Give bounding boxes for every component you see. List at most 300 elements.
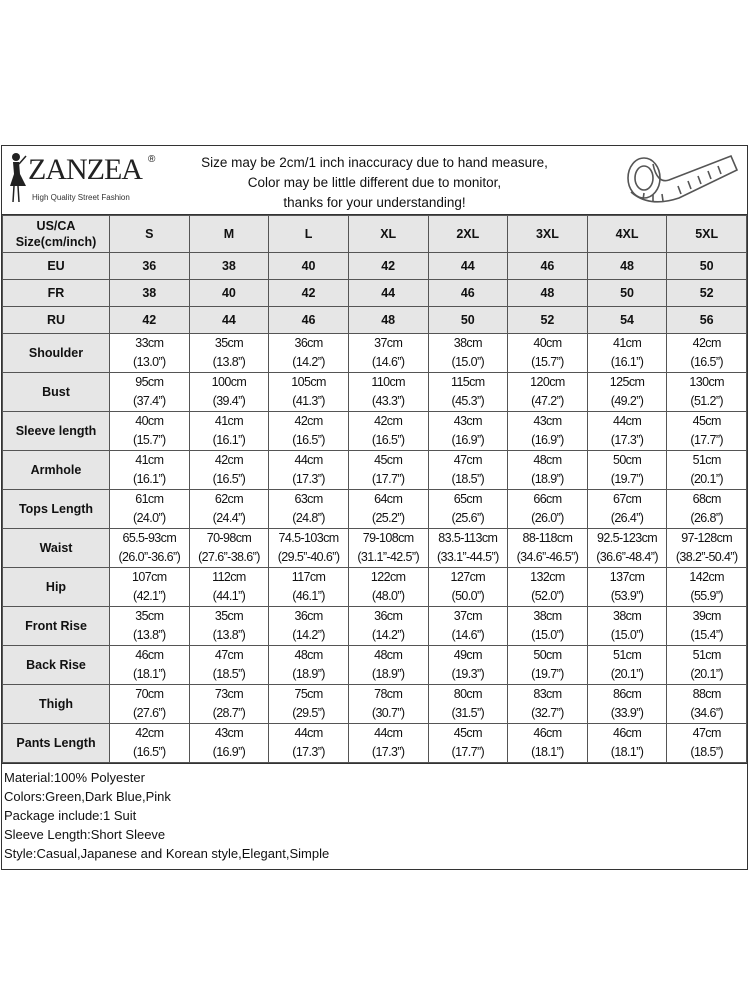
table-cell: 46 [428,280,508,307]
inch-value: (26.0”-36.6”) [118,550,181,564]
cm-value: 120cm [530,375,565,389]
cm-value: 105cm [291,375,326,389]
inch-value: (16.5”) [371,433,405,447]
table-cell: 40 [189,280,269,307]
inch-value: (33.1”-44.5”) [436,550,499,564]
cm-value: 117cm [291,570,326,584]
table-cell [587,646,667,685]
cm-value: 46cm [533,726,562,740]
table-cell [587,451,667,490]
cm-value: 115cm [451,375,485,389]
inch-value: (43.3”) [371,394,405,408]
table-cell [667,724,747,763]
inch-value: (20.1”) [690,667,723,681]
table-cell [269,685,349,724]
inch-value: (15.0”) [531,628,564,642]
table-cell [667,334,747,373]
table-cell [508,685,588,724]
inch-value: (18.5”) [451,472,485,486]
cm-value: 97-128cm [681,531,733,545]
table-cell [189,490,269,529]
cm-value: 51cm [612,648,642,662]
notice-line: thanks for your understanding! [283,195,466,210]
table-cell [110,334,190,373]
table-cell [667,607,747,646]
inch-value: (41.3”) [292,394,325,408]
measurement-row [3,451,747,490]
table-cell [587,568,667,607]
chart-header [2,146,747,215]
table-cell [189,334,269,373]
inch-value: (24.4”) [212,511,246,525]
inch-value: (30.7”) [371,706,405,720]
cm-value: 42cm [294,414,323,428]
cm-value: 41cm [135,453,164,467]
cm-value: 88-118cm [522,531,573,545]
inch-value: (17.7”) [371,472,405,486]
cm-value: 86cm [612,687,642,701]
table-cell [508,724,588,763]
inch-value: (44.1”) [212,589,246,603]
size-column-header: 3XL [508,216,588,253]
inch-value: (15.0”) [610,628,644,642]
inch-value: (29.5”) [292,706,325,720]
cm-value: 44cm [374,726,403,740]
table-cell [348,412,428,451]
cm-value: 40cm [533,336,562,350]
inch-value: (18.1”) [610,745,644,759]
cm-value: 35cm [135,609,164,623]
inch-value: (26.0”) [531,511,564,525]
inch-value: (28.7”) [212,706,246,720]
row-label: EU [3,253,110,280]
inch-value: (16.5”) [690,355,723,369]
note-material: Material:100% Polyester [4,770,145,785]
table-cell [348,451,428,490]
inch-value: (24.0”) [133,511,166,525]
row-label: Shoulder [3,334,110,373]
table-cell: 42 [269,280,349,307]
table-cell: 50 [667,253,747,280]
inch-value: (38.2”-50.4”) [675,550,738,564]
product-notes [2,763,747,869]
inch-value: (19.7”) [610,472,644,486]
table-cell: 44 [189,307,269,334]
cm-value: 45cm [374,453,403,467]
cm-value: 41cm [612,336,642,350]
measurement-row [3,646,747,685]
cm-value: 88cm [692,687,721,701]
cm-value: 67cm [612,492,642,506]
table-cell [348,373,428,412]
inch-value: (37.4”) [133,394,166,408]
table-cell [110,724,190,763]
size-column-header: XL [348,216,428,253]
inch-value: (33.9”) [610,706,644,720]
inch-value: (42.1”) [133,589,166,603]
note-colors: Colors:Green,Dark Blue,Pink [4,789,171,804]
table-cell [587,373,667,412]
cm-value: 43cm [533,414,562,428]
table-cell [269,568,349,607]
woman-silhouette-icon [6,152,28,204]
table-cell: 46 [508,253,588,280]
label-line: US/CA [36,219,76,233]
cm-value: 78cm [374,687,403,701]
inch-value: (26.8”) [690,511,723,525]
inch-value: (18.5”) [690,745,723,759]
cm-value: 83cm [533,687,562,701]
inch-value: (46.1”) [292,589,325,603]
brand-name: ZANZEA [28,153,142,186]
table-cell [587,490,667,529]
inch-value: (14.6”) [371,355,405,369]
row-label: Hip [3,568,110,607]
inch-value: (49.2”) [610,394,644,408]
note-package: Package include:1 Suit [4,808,137,823]
table-cell: 48 [508,280,588,307]
table-cell [189,646,269,685]
table-cell: 50 [428,307,508,334]
table-cell [269,451,349,490]
table-cell [348,685,428,724]
row-label: RU [3,307,110,334]
cm-value: 122cm [370,570,406,584]
table-cell [110,529,190,568]
table-cell [508,334,588,373]
table-cell [508,373,588,412]
inch-value: (36.6”-48.4”) [596,550,658,564]
table-cell [348,607,428,646]
inch-value: (53.9”) [610,589,644,603]
cm-value: 48cm [294,648,323,662]
table-cell [428,685,508,724]
table-cell: 38 [189,253,269,280]
inch-value: (17.3”) [610,433,644,447]
table-cell: 38 [110,280,190,307]
table-cell [508,451,588,490]
inch-value: (16.9”) [451,433,485,447]
inch-value: (18.9”) [531,472,564,486]
inch-value: (15.7”) [531,355,564,369]
cm-value: 75cm [294,687,323,701]
row-label: Pants Length [3,724,110,763]
cm-value: 44cm [294,726,323,740]
table-cell [587,412,667,451]
cm-value: 43cm [453,414,482,428]
inch-value: (16.9”) [212,745,246,759]
table-cell [508,490,588,529]
cm-value: 62cm [214,492,244,506]
cm-value: 63cm [294,492,323,506]
brand-logo [6,150,171,210]
inch-value: (20.1”) [690,472,723,486]
inch-value: (18.5”) [212,667,246,681]
cm-value: 51cm [692,648,721,662]
table-cell [189,685,269,724]
table-cell: 44 [348,280,428,307]
cm-value: 38cm [533,609,562,623]
inch-value: (34.6”-46.5”) [516,550,579,564]
cm-value: 47cm [453,453,482,467]
cm-value: 41cm [214,414,244,428]
inch-value: (31.1”-42.5”) [357,550,420,564]
table-cell [428,451,508,490]
table-cell [348,334,428,373]
cm-value: 36cm [374,609,403,623]
table-cell [269,373,349,412]
table-cell [110,451,190,490]
table-cell [508,646,588,685]
inch-value: (15.4”) [690,628,723,642]
table-cell [587,529,667,568]
cm-value: 36cm [294,609,323,623]
inch-value: (17.3”) [292,472,325,486]
cm-value: 48cm [533,453,562,467]
inch-value: (13.0”) [133,355,166,369]
table-cell [348,724,428,763]
row-label: Back Rise [3,646,110,685]
measurement-row [3,373,747,412]
table-cell [587,724,667,763]
row-label: Bust [3,373,110,412]
registered-mark: ® [148,154,156,165]
row-label: Front Rise [3,607,110,646]
inch-value: (51.2”) [690,394,723,408]
inch-value: (18.9”) [371,667,405,681]
cm-value: 42cm [692,336,721,350]
inch-value: (15.0”) [451,355,485,369]
cm-value: 42cm [135,726,164,740]
inch-value: (52.0”) [531,589,564,603]
cm-value: 70cm [135,687,164,701]
cm-value: 92.5-123cm [597,531,658,545]
inch-value: (16.1”) [212,433,246,447]
inch-value: (18.1”) [133,667,166,681]
cm-value: 107cm [132,570,167,584]
inch-value: (16.9”) [531,433,564,447]
table-cell [189,724,269,763]
cm-value: 44cm [294,453,323,467]
inch-value: (16.5”) [212,472,246,486]
size-header-row [3,216,747,253]
measurement-row [3,607,747,646]
inch-value: (16.1”) [610,355,644,369]
cm-value: 65.5-93cm [122,531,177,545]
table-cell [428,568,508,607]
note-style: Style:Casual,Japanese and Korean style,Elegant,Simple [4,846,330,861]
measurement-row [3,685,747,724]
table-cell [110,373,190,412]
cm-value: 46cm [612,726,642,740]
table-cell: 42 [348,253,428,280]
inch-value: (27.6”-38.6”) [198,550,260,564]
table-cell: 40 [269,253,349,280]
table-cell [110,646,190,685]
cm-value: 45cm [692,414,721,428]
cm-value: 45cm [453,726,482,740]
table-cell [269,529,349,568]
brand-tagline: High Quality Street Fashion [32,193,130,202]
table-cell: 48 [348,307,428,334]
inch-value: (14.2”) [292,628,325,642]
table-cell: 54 [587,307,667,334]
table-cell: 56 [667,307,747,334]
table-cell [348,646,428,685]
cm-value: 38cm [612,609,642,623]
table-cell [508,412,588,451]
cm-value: 37cm [374,336,403,350]
table-cell [348,490,428,529]
inch-value: (29.5”-40.6”) [277,550,340,564]
cm-value: 46cm [135,648,164,662]
inch-value: (17.7”) [451,745,485,759]
cm-value: 65cm [453,492,482,506]
inch-value: (20.1”) [610,667,644,681]
inch-value: (25.6”) [451,511,485,525]
table-cell [428,646,508,685]
table-cell [189,412,269,451]
inch-value: (39.4”) [212,394,246,408]
table-cell: 36 [110,253,190,280]
measurement-row [3,334,747,373]
table-cell [428,724,508,763]
cm-value: 35cm [214,336,244,350]
cm-value: 39cm [692,609,721,623]
cm-value: 66cm [533,492,562,506]
measurement-row [3,568,747,607]
measurement-row [3,529,747,568]
table-cell: 42 [110,307,190,334]
cm-value: 130cm [689,375,724,389]
size-chart [1,145,748,870]
cm-value: 70-98cm [206,531,252,545]
table-cell [189,373,269,412]
size-column-header: L [269,216,349,253]
inch-value: (14.2”) [292,355,325,369]
cm-value: 50cm [612,453,642,467]
size-column-header: 2XL [428,216,508,253]
inch-value: (19.3”) [451,667,485,681]
table-cell [348,568,428,607]
measuring-tape-icon [619,150,741,210]
table-cell [667,490,747,529]
inch-value: (50.0”) [451,589,485,603]
table-cell: 52 [667,280,747,307]
cm-value: 61cm [135,492,164,506]
table-cell [667,451,747,490]
table-cell: 52 [508,307,588,334]
table-cell [269,724,349,763]
table-cell [667,568,747,607]
inch-value: (25.2”) [371,511,405,525]
cm-value: 100cm [211,375,247,389]
cm-value: 38cm [453,336,482,350]
inch-value: (14.6”) [451,628,485,642]
measurement-notice [182,153,567,213]
table-cell [189,529,269,568]
table-cell: 44 [428,253,508,280]
cm-value: 125cm [609,375,645,389]
inch-value: (14.2”) [371,628,405,642]
table-cell: 46 [269,307,349,334]
size-column-header: 5XL [667,216,747,253]
cm-value: 47cm [214,648,244,662]
cm-value: 127cm [450,570,486,584]
cm-value: 36cm [294,336,323,350]
measurement-row [3,490,747,529]
cm-value: 43cm [214,726,244,740]
cm-value: 80cm [453,687,482,701]
cm-value: 51cm [692,453,721,467]
conversion-row [3,280,747,307]
conversion-row [3,253,747,280]
cm-value: 37cm [453,609,482,623]
table-cell [667,373,747,412]
inch-value: (48.0”) [371,589,405,603]
inch-value: (26.4”) [610,511,644,525]
size-table [2,215,747,763]
notice-line: Size may be 2cm/1 inch inaccuracy due to hand measure, [201,155,548,170]
table-cell [587,685,667,724]
cm-value: 50cm [533,648,562,662]
label-line: Size(cm/inch) [15,235,97,249]
cm-value: 142cm [689,570,724,584]
cm-value: 95cm [135,375,164,389]
inch-value: (16.1”) [133,472,166,486]
table-cell [348,529,428,568]
cm-value: 49cm [453,648,482,662]
table-cell [189,607,269,646]
cm-value: 64cm [374,492,403,506]
table-cell [428,529,508,568]
measurement-row [3,724,747,763]
inch-value: (47.2”) [531,394,564,408]
table-cell [667,646,747,685]
notice-line: Color may be little different due to monitor, [247,175,502,190]
cm-value: 40cm [135,414,164,428]
table-cell [269,646,349,685]
cm-value: 112cm [212,570,246,584]
size-column-header: 4XL [587,216,667,253]
note-sleeve-length: Sleeve Length:Short Sleeve [4,827,166,842]
inch-value: (13.8”) [133,628,166,642]
table-cell [110,412,190,451]
cm-value: 48cm [374,648,403,662]
inch-value: (16.5”) [292,433,325,447]
inch-value: (31.5”) [451,706,485,720]
row-label: Sleeve length [3,412,110,451]
table-cell [428,412,508,451]
table-cell [110,568,190,607]
cm-value: 110cm [371,375,405,389]
row-label: Waist [3,529,110,568]
table-cell [508,529,588,568]
cm-value: 74.5-103cm [278,531,339,545]
measurement-row [3,412,747,451]
inch-value: (13.8”) [212,628,246,642]
inch-value: (27.6”) [133,706,166,720]
table-cell: 48 [587,253,667,280]
cm-value: 83.5-113cm [438,531,498,545]
table-cell [269,412,349,451]
table-cell [587,607,667,646]
table-cell [428,373,508,412]
row-label: Armhole [3,451,110,490]
cm-value: 42cm [374,414,403,428]
cm-value: 33cm [135,336,164,350]
table-cell [428,490,508,529]
